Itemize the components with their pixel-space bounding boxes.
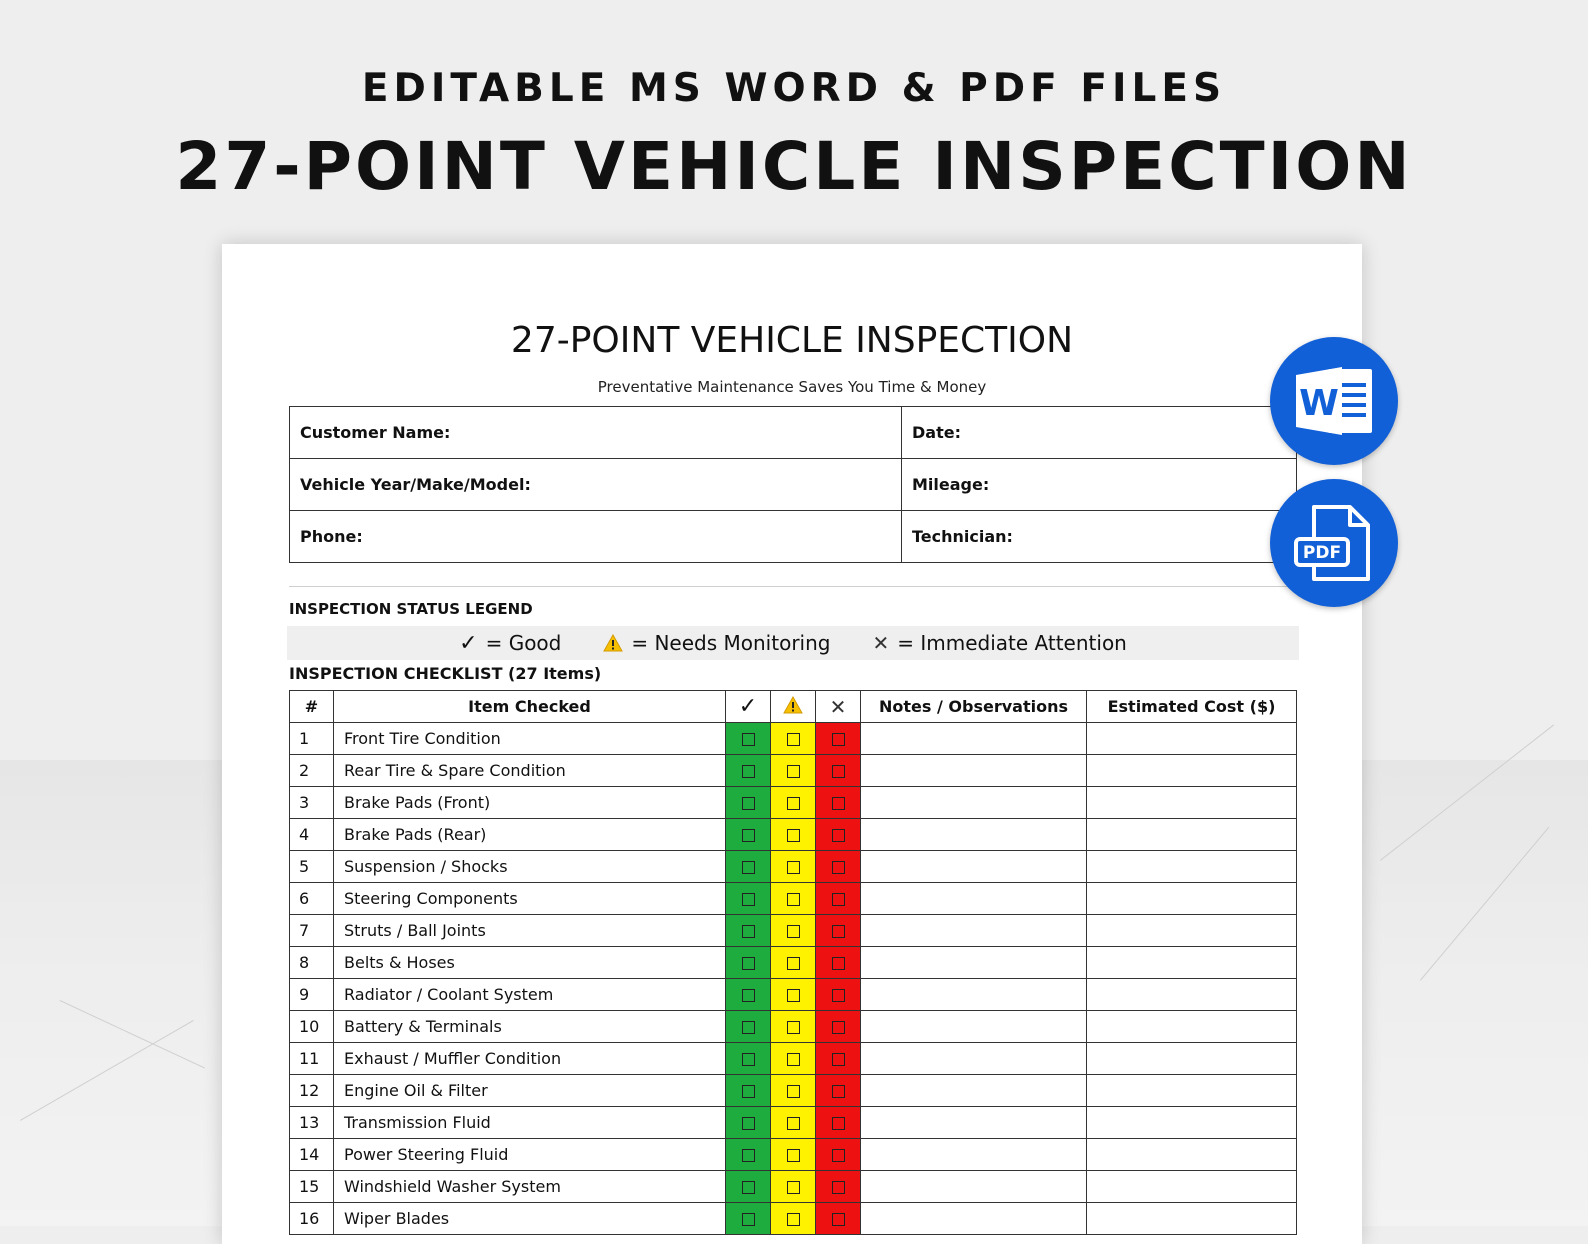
technician-field[interactable]: Technician: [902,511,1297,563]
monitor-checkbox-cell [771,787,816,819]
attention-checkbox[interactable] [832,765,845,778]
attention-checkbox[interactable] [832,829,845,842]
banner-title: 27-POINT VEHICLE INSPECTION [175,128,1413,205]
header-good [726,691,771,723]
notes-cell[interactable] [861,915,1087,947]
table-row [290,979,1297,1011]
attention-checkbox-cell [816,947,861,979]
attention-checkbox-cell [816,755,861,787]
check-icon: ✓ [459,630,478,656]
good-checkbox[interactable] [742,957,755,970]
monitor-checkbox-cell [771,1011,816,1043]
row-number: 15 [290,1171,334,1203]
good-checkbox-cell [726,915,771,947]
table-row [290,723,1297,755]
table-row [290,947,1297,979]
cost-cell[interactable] [1087,1139,1297,1171]
row-item: Exhaust / Muffler Condition [334,1043,726,1075]
attention-checkbox[interactable] [832,861,845,874]
good-checkbox[interactable] [742,1213,755,1226]
cost-cell[interactable] [1087,1011,1297,1043]
row-item: Wiper Blades [334,1203,726,1235]
monitor-checkbox-cell [771,819,816,851]
row-item: Brake Pads (Rear) [334,819,726,851]
row-item: Engine Oil & Filter [334,1075,726,1107]
legend-good-label: = Good [485,631,562,655]
good-checkbox[interactable] [742,1053,755,1066]
notes-cell[interactable] [861,1011,1087,1043]
row-number: 9 [290,979,334,1011]
monitor-checkbox-cell [771,979,816,1011]
attention-checkbox[interactable] [832,797,845,810]
header-monitor [771,691,816,723]
row-item: Rear Tire & Spare Condition [334,755,726,787]
good-checkbox-cell [726,1107,771,1139]
good-checkbox[interactable] [742,1085,755,1098]
monitor-checkbox[interactable] [787,893,800,906]
header-notes: Notes / Observations [861,691,1087,723]
table-row [290,819,1297,851]
legend-attention [872,631,1126,655]
mileage-field[interactable]: Mileage: [902,459,1297,511]
monitor-checkbox[interactable] [787,1053,800,1066]
attention-checkbox-cell [816,1011,861,1043]
row-number: 10 [290,1011,334,1043]
good-checkbox-cell [726,1203,771,1235]
legend-monitor [603,631,830,655]
attention-checkbox-cell [816,787,861,819]
cost-cell[interactable] [1087,851,1297,883]
table-row [290,755,1297,787]
table-row [290,1171,1297,1203]
good-checkbox[interactable] [742,829,755,842]
document-sheet [222,244,1362,1244]
monitor-checkbox[interactable] [787,1085,800,1098]
table-row [290,1139,1297,1171]
table-row [290,1203,1297,1235]
monitor-checkbox[interactable] [787,829,800,842]
good-checkbox[interactable] [742,1021,755,1034]
notes-cell[interactable] [861,787,1087,819]
word-badge [1270,337,1398,465]
row-number: 6 [290,883,334,915]
attention-checkbox[interactable] [832,1213,845,1226]
monitor-checkbox-cell [771,947,816,979]
legend-bar [287,626,1299,660]
row-item: Steering Components [334,883,726,915]
attention-checkbox-cell [816,1043,861,1075]
monitor-checkbox-cell [771,1043,816,1075]
monitor-checkbox-cell [771,851,816,883]
good-checkbox-cell [726,1171,771,1203]
warning-icon [783,696,803,714]
row-item: Struts / Ball Joints [334,915,726,947]
checklist-table [289,690,1297,1235]
monitor-checkbox[interactable] [787,1181,800,1194]
x-icon: ✕ [829,694,847,719]
good-checkbox-cell [726,947,771,979]
notes-cell[interactable] [861,1139,1087,1171]
attention-checkbox-cell [816,1139,861,1171]
good-checkbox-cell [726,1043,771,1075]
attention-checkbox[interactable] [832,925,845,938]
header-cost: Estimated Cost ($) [1087,691,1297,723]
date-field[interactable]: Date: [902,407,1297,459]
good-checkbox[interactable] [742,1181,755,1194]
banner-subtitle: EDITABLE MS WORD & PDF FILES [361,66,1227,111]
cost-cell[interactable] [1087,819,1297,851]
cost-cell[interactable] [1087,979,1297,1011]
notes-cell[interactable] [861,819,1087,851]
monitor-checkbox[interactable] [787,861,800,874]
cost-cell[interactable] [1087,883,1297,915]
customer-info-table [289,406,1297,563]
row-number: 8 [290,947,334,979]
monitor-checkbox-cell [771,1075,816,1107]
cost-cell[interactable] [1087,1107,1297,1139]
table-row [290,1043,1297,1075]
row-item: Transmission Fluid [334,1107,726,1139]
row-item: Belts & Hoses [334,947,726,979]
monitor-checkbox[interactable] [787,765,800,778]
attention-checkbox-cell [816,979,861,1011]
row-item: Windshield Washer System [334,1171,726,1203]
monitor-checkbox[interactable] [787,957,800,970]
monitor-checkbox[interactable] [787,797,800,810]
x-icon: ✕ [872,631,890,655]
good-checkbox-cell [726,979,771,1011]
cost-cell[interactable] [1087,1075,1297,1107]
checklist-title: INSPECTION CHECKLIST (27 Items) [289,664,602,683]
attention-checkbox[interactable] [832,733,845,746]
document-title: 27-POINT VEHICLE INSPECTION [510,320,1074,361]
header-num: # [290,691,334,723]
attention-checkbox[interactable] [832,1149,845,1162]
check-icon: ✓ [738,694,758,719]
good-checkbox-cell [726,723,771,755]
divider [289,586,1297,587]
notes-cell[interactable] [861,883,1087,915]
good-checkbox-cell [726,819,771,851]
row-item: Battery & Terminals [334,1011,726,1043]
monitor-checkbox[interactable] [787,1021,800,1034]
row-item: Power Steering Fluid [334,1139,726,1171]
monitor-checkbox-cell [771,1107,816,1139]
header-attention [816,691,861,723]
good-checkbox-cell [726,1011,771,1043]
good-checkbox[interactable] [742,861,755,874]
word-icon [1270,337,1398,465]
vehicle-field[interactable]: Vehicle Year/Make/Model: [290,459,902,511]
good-checkbox-cell [726,787,771,819]
phone-field[interactable]: Phone: [290,511,902,563]
table-row [290,1107,1297,1139]
attention-checkbox-cell [816,1107,861,1139]
cost-cell[interactable] [1087,1203,1297,1235]
legend-attention-label: = Immediate Attention [897,631,1127,655]
cost-cell[interactable] [1087,1171,1297,1203]
checklist-header-row [290,691,1297,723]
row-number: 12 [290,1075,334,1107]
attention-checkbox-cell [816,1203,861,1235]
legend-monitor-label: = Needs Monitoring [631,631,831,655]
attention-checkbox[interactable] [832,1117,845,1130]
attention-checkbox-cell [816,723,861,755]
attention-checkbox-cell [816,1171,861,1203]
good-checkbox[interactable] [742,925,755,938]
table-row [290,915,1297,947]
monitor-checkbox[interactable] [787,1117,800,1130]
table-row [290,787,1297,819]
customer-name-field[interactable]: Customer Name: [290,407,902,459]
attention-checkbox-cell [816,851,861,883]
cost-cell[interactable] [1087,1043,1297,1075]
good-checkbox[interactable] [742,893,755,906]
monitor-checkbox-cell [771,915,816,947]
row-number: 14 [290,1139,334,1171]
good-checkbox[interactable] [742,989,755,1002]
notes-cell[interactable] [861,723,1087,755]
row-number: 5 [290,851,334,883]
row-item: Front Tire Condition [334,723,726,755]
monitor-checkbox-cell [771,1139,816,1171]
legend-title: INSPECTION STATUS LEGEND [289,600,533,618]
attention-checkbox[interactable] [832,1085,845,1098]
attention-checkbox-cell [816,1075,861,1107]
good-checkbox-cell [726,755,771,787]
monitor-checkbox[interactable] [787,989,800,1002]
good-checkbox[interactable] [742,733,755,746]
good-checkbox[interactable] [742,797,755,810]
monitor-checkbox-cell [771,755,816,787]
cost-cell[interactable] [1087,915,1297,947]
notes-cell[interactable] [861,947,1087,979]
svg-text:W: W [1299,383,1339,424]
legend-good [459,631,561,656]
pdf-badge [1270,479,1398,607]
document-subtitle: Preventative Maintenance Saves You Time & Money [597,378,987,396]
attention-checkbox[interactable] [832,957,845,970]
row-item: Suspension / Shocks [334,851,726,883]
monitor-checkbox-cell [771,1171,816,1203]
attention-checkbox-cell [816,883,861,915]
row-number: 3 [290,787,334,819]
good-checkbox[interactable] [742,1117,755,1130]
good-checkbox[interactable] [742,1149,755,1162]
row-number: 11 [290,1043,334,1075]
attention-checkbox[interactable] [832,989,845,1002]
monitor-checkbox[interactable] [787,1213,800,1226]
attention-checkbox[interactable] [832,1181,845,1194]
row-number: 16 [290,1203,334,1235]
notes-cell[interactable] [861,1203,1087,1235]
attention-checkbox[interactable] [832,893,845,906]
attention-checkbox-cell [816,915,861,947]
notes-cell[interactable] [861,1171,1087,1203]
pdf-label: PDF [1302,543,1342,563]
table-row [290,1011,1297,1043]
row-item: Brake Pads (Front) [334,787,726,819]
notes-cell[interactable] [861,1043,1087,1075]
attention-checkbox[interactable] [832,1053,845,1066]
row-item: Radiator / Coolant System [334,979,726,1011]
table-row [290,883,1297,915]
good-checkbox[interactable] [742,765,755,778]
good-checkbox-cell [726,1139,771,1171]
row-number: 13 [290,1107,334,1139]
cost-cell[interactable] [1087,947,1297,979]
notes-cell[interactable] [861,979,1087,1011]
cost-cell[interactable] [1087,787,1297,819]
attention-checkbox-cell [816,819,861,851]
table-row [290,851,1297,883]
cost-cell[interactable] [1087,755,1297,787]
notes-cell[interactable] [861,851,1087,883]
monitor-checkbox[interactable] [787,1149,800,1162]
row-number: 7 [290,915,334,947]
monitor-checkbox[interactable] [787,733,800,746]
attention-checkbox[interactable] [832,1021,845,1034]
monitor-checkbox-cell [771,1203,816,1235]
warning-icon [603,634,623,652]
table-row [290,1075,1297,1107]
header-item: Item Checked [334,691,726,723]
row-number: 2 [290,755,334,787]
monitor-checkbox[interactable] [787,925,800,938]
notes-cell[interactable] [861,1107,1087,1139]
cost-cell[interactable] [1087,723,1297,755]
good-checkbox-cell [726,851,771,883]
good-checkbox-cell [726,883,771,915]
good-checkbox-cell [726,1075,771,1107]
notes-cell[interactable] [861,755,1087,787]
monitor-checkbox-cell [771,723,816,755]
row-number: 1 [290,723,334,755]
notes-cell[interactable] [861,1075,1087,1107]
row-number: 4 [290,819,334,851]
monitor-checkbox-cell [771,883,816,915]
